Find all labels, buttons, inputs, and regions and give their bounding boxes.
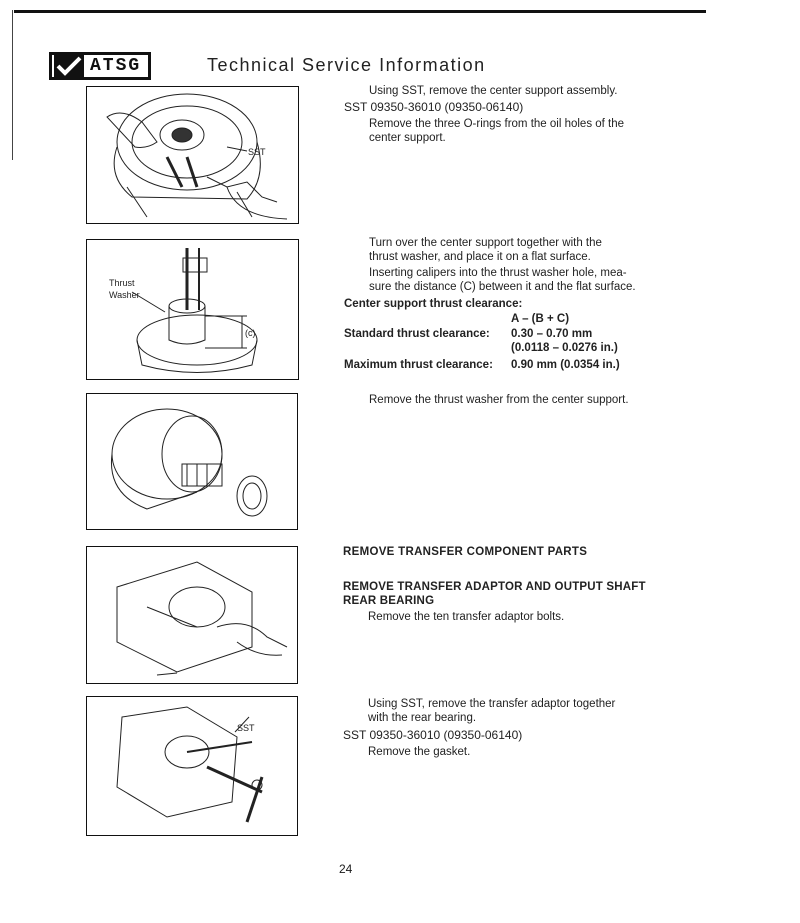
fig2-thrust-label: Thrust bbox=[109, 278, 135, 288]
figure-5-drawing bbox=[87, 697, 297, 835]
sec3-line1: Remove the thrust washer from the center support. bbox=[369, 394, 629, 406]
figure-center-support-removal bbox=[86, 86, 299, 224]
figure-thrust-washer-removal bbox=[86, 393, 298, 530]
sec5-line1: Using SST, remove the transfer adaptor together bbox=[368, 698, 616, 710]
figure-transfer-adaptor-bolts bbox=[86, 546, 298, 684]
clearance-heading: Center support thrust clearance: bbox=[344, 298, 523, 310]
section-heading-remove-transfer: REMOVE TRANSFER COMPONENT PARTS bbox=[343, 546, 588, 558]
maximum-clearance-value: 0.90 mm (0.0354 in.) bbox=[511, 359, 620, 371]
sec5-line2: with the rear bearing. bbox=[368, 712, 477, 724]
atsg-logo bbox=[49, 52, 151, 80]
figure-thrust-clearance bbox=[86, 239, 299, 380]
fig2-washer-label: Washer bbox=[109, 290, 140, 300]
standard-clearance-mm: 0.30 – 0.70 mm bbox=[511, 328, 593, 340]
standard-clearance-in: (0.0118 – 0.0276 in.) bbox=[511, 342, 618, 354]
page-title: Technical Service Information bbox=[207, 55, 486, 75]
check-flag-icon bbox=[54, 55, 84, 77]
maximum-clearance-label: Maximum thrust clearance: bbox=[344, 359, 493, 371]
section-heading-adaptor-a: REMOVE TRANSFER ADAPTOR AND OUTPUT SHAFT bbox=[343, 581, 646, 593]
sec5-line4: Remove the gasket. bbox=[368, 746, 471, 758]
sec2-p1b: thrust washer, and place it on a flat surface. bbox=[369, 251, 591, 263]
figure-transfer-adaptor-sst bbox=[86, 696, 298, 836]
figure-1-drawing bbox=[87, 87, 298, 223]
fig2-c-label: (c) bbox=[245, 328, 256, 338]
figure-2-drawing bbox=[87, 240, 298, 379]
sec1-sst-line: SST 09350-36010 (09350-06140) bbox=[344, 100, 524, 114]
standard-clearance-label: Standard thrust clearance: bbox=[344, 328, 490, 340]
sec5-sst-line: SST 09350-36010 (09350-06140) bbox=[343, 728, 523, 742]
figure-4-drawing bbox=[87, 547, 297, 683]
left-edge-line bbox=[12, 10, 13, 160]
sec2-p1a: Turn over the center support together with the bbox=[369, 237, 602, 249]
fig5-sst-label: SST bbox=[237, 723, 255, 733]
top-rule bbox=[14, 10, 706, 13]
sec2-p2a: Inserting calipers into the thrust washer hole, mea- bbox=[369, 267, 627, 279]
sec4-line1: Remove the ten transfer adaptor bolts. bbox=[368, 611, 565, 623]
sec1-line3: Remove the three O-rings from the oil holes of the bbox=[369, 118, 625, 130]
figure-3-drawing bbox=[87, 394, 297, 529]
logo-text: ATSG bbox=[90, 56, 142, 76]
sec2-p2b: sure the distance (C) between it and the flat surface. bbox=[369, 281, 636, 293]
clearance-formula: A – (B + C) bbox=[511, 313, 570, 325]
sec1-line4: center support. bbox=[369, 132, 446, 144]
sec1-line1: Using SST, remove the center support assembly. bbox=[369, 85, 618, 97]
section-heading-adaptor-b: REAR BEARING bbox=[343, 595, 435, 607]
fig1-sst-label: SST bbox=[248, 147, 266, 157]
page-number: 24 bbox=[339, 862, 353, 876]
